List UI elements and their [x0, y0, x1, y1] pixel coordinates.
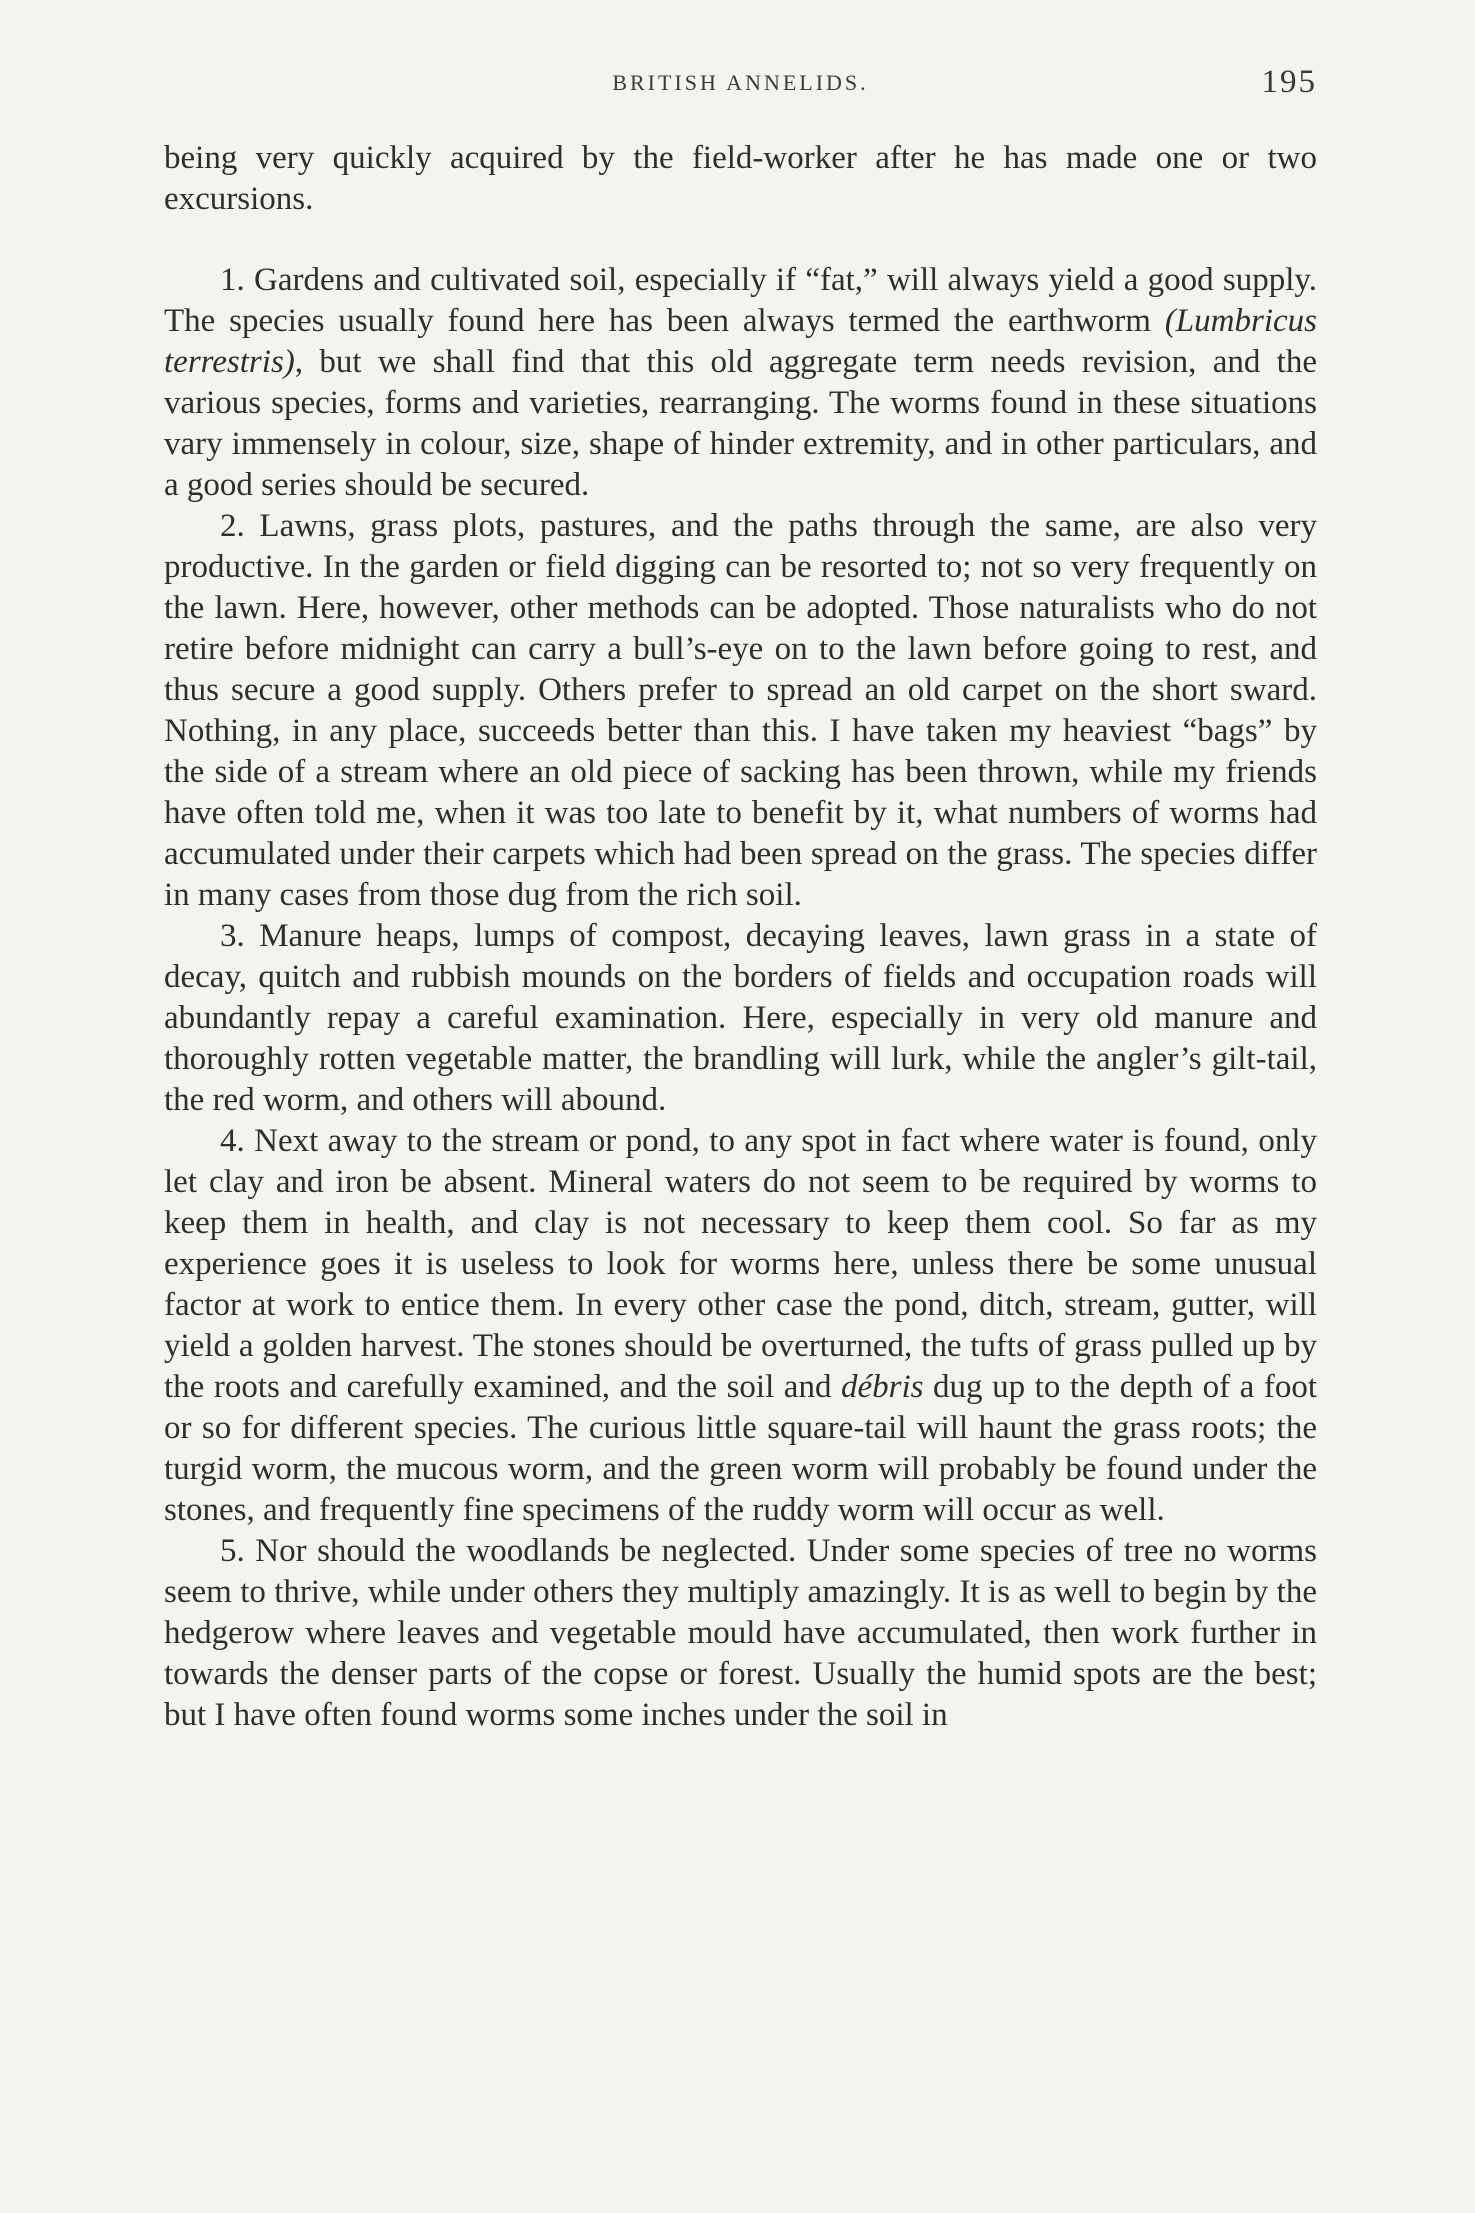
- paragraph-number: 1.: [220, 262, 245, 298]
- page-header: [164, 64, 1317, 108]
- paragraph-lawns: [164, 506, 1317, 916]
- paragraph-text: Lawns, grass plots, pastures, and the paths through the same, are also very productive. In the garden or field digging can be resorted to; not so very frequently on the lawn. Here, however, other methods can be adopted. Those naturalists who do not retire before midnight can carry a bull’s-eye on to the lawn before going to rest, and thus secure a good supply. Others prefer to spread an old carpet on the short sward. Nothing, in any place, succeeds better than this. I have taken my heaviest “bags” by the side of a stream where an old piece of sacking has been thrown, while my friends have often told me, when it was too late to benefit by it, what numbers of worms had accumulated under their carpets which had been spread on the grass. The species differ in many cases from those dug from the rich soil.: [164, 508, 1317, 913]
- italic-term: débris: [841, 1369, 924, 1405]
- paragraph-manure: [164, 916, 1317, 1121]
- paragraph-number: 5.: [220, 1533, 245, 1569]
- paragraph-text: Next away to the stream or pond, to any spot in fact where water is found, only let clay and iron be absent. Mineral waters do not seem to be required by worms to keep them in health, and clay is not necessary to keep them cool. So far as my experience goes it is useless to look for worms here, unless there be some unusual factor at work to entice them. In every other case the pond, ditch, stream, gutter, will yield a golden harvest. The stones should be overturned, the tufts of grass pulled up by the roots and carefully examined, and the soil and: [164, 1123, 1317, 1405]
- species-name: (Lumbricus terrestris): [164, 303, 1317, 380]
- paragraph-gardens: [164, 260, 1317, 506]
- paragraph-number: 4.: [220, 1123, 245, 1159]
- paragraph-streams: [164, 1121, 1317, 1531]
- paragraph-number: 3.: [220, 918, 245, 954]
- paragraph-text: dug up to the depth of a foot or so for different species. The curious little square-tail will haunt the grass roots; the turgid worm, the mucous worm, and the green worm will probably be found under the stones, and frequently fine specimens of the ruddy worm will occur as well.: [164, 1369, 1317, 1528]
- page-number: 195: [1261, 64, 1317, 100]
- paragraph-number: 2.: [220, 508, 245, 544]
- paragraph-text: Gardens and cultivated soil, especially if “fat,” will always yield a good supply. The species usually found here has been always termed the earthworm: [164, 262, 1317, 339]
- running-head: BRITISH ANNELIDS.: [612, 70, 869, 95]
- paragraph-text: , but we shall find that this old aggregate term needs revision, and the various species, forms and varieties, rearranging. The worms found in these situations vary immensely in colour, size, shape of hinder extremity, and in other particulars, and a good series should be secured.: [164, 344, 1317, 503]
- paragraph-text: Manure heaps, lumps of compost, decaying leaves, lawn grass in a state of decay, quitch and rubbish mounds on the borders of fields and occupation roads will abundantly repay a careful examination. Here, especially in very old manure and thoroughly rotten vegetable matter, the brandling will lurk, while the angler’s gilt-tail, the red worm, and others will abound.: [164, 918, 1317, 1118]
- paragraph-text: Nor should the woodlands be neglected. Under some species of tree no worms seem to thrive, while under others they multiply amazingly. It is as well to begin by the hedgerow where leaves and vegetable mould have accumulated, then work further in towards the denser parts of the copse or forest. Usually the humid spots are the best; but I have often found worms some inches under the soil in: [164, 1533, 1317, 1733]
- paragraph-text: being very quickly acquired by the field-worker after he has made one or two excursions.: [164, 140, 1317, 217]
- body-text: [164, 138, 1317, 1736]
- paragraph-woodlands: [164, 1531, 1317, 1736]
- paragraph-continuation: [164, 138, 1317, 220]
